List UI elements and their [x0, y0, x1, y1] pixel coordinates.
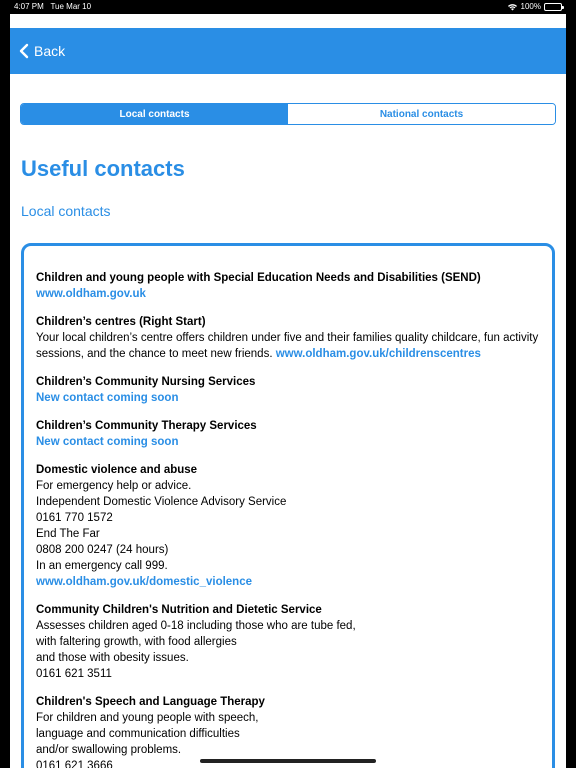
contact-link[interactable]: www.oldham.gov.uk	[36, 288, 146, 300]
contact-entry-send	[36, 270, 540, 302]
contact-link[interactable]: www.oldham.gov.uk/childrenscentres	[275, 348, 481, 360]
contact-line: Assesses children aged 0-18 including those who are tube fed,	[36, 620, 356, 632]
contact-entry-nutrition	[36, 602, 540, 682]
contact-title: Community Children's Nutrition and Dietetic Service	[36, 604, 322, 616]
contact-line: Independent Domestic Violence Advisory Service	[36, 496, 287, 508]
contacts-card	[21, 243, 555, 768]
contact-line: with faltering growth, with food allergies	[36, 636, 237, 648]
contact-line: For children and young people with speech,	[36, 712, 259, 724]
wifi-icon	[507, 3, 518, 11]
contact-title: Domestic violence and abuse	[36, 464, 198, 476]
contact-phone[interactable]: 0161 621 3511	[36, 668, 112, 680]
contact-entry-childrens-centres	[36, 314, 540, 362]
contact-line: and/or swallowing problems.	[36, 744, 182, 756]
contact-title: Children’s centres (Right Start)	[36, 316, 206, 328]
contact-title: Children’s Community Therapy Services	[36, 420, 257, 432]
contact-entry-domestic-violence	[36, 462, 540, 590]
contacts-segmented-control	[20, 103, 556, 125]
contact-line: language and communication difficulties	[36, 728, 240, 740]
contact-line: End The Far	[36, 528, 100, 540]
contact-line: For emergency help or advice.	[36, 480, 192, 492]
contact-entry-therapy	[36, 418, 540, 450]
battery-percent: 100%	[520, 2, 541, 11]
page-title: Useful contacts	[21, 156, 185, 181]
battery-icon	[544, 3, 562, 11]
back-button[interactable]	[18, 43, 65, 59]
contact-entry-nursing	[36, 374, 540, 406]
contact-line: In an emergency call 999.	[36, 560, 168, 572]
contact-title: Children and young people with Special Education Needs and Disabilities (SEND)	[36, 272, 481, 284]
contact-title: Children’s Community Nursing Services	[36, 376, 256, 388]
contact-link[interactable]: www.oldham.gov.uk/domestic_violence	[36, 576, 252, 588]
section-subtitle: Local contacts	[21, 203, 111, 219]
contact-title: Children's Speech and Language Therapy	[36, 696, 265, 708]
tab-national-contacts[interactable]: National contacts	[288, 104, 555, 124]
contact-link[interactable]: New contact coming soon	[36, 392, 179, 404]
chevron-left-icon	[18, 43, 30, 59]
status-bar	[0, 0, 576, 14]
contact-entry-speech-therapy	[36, 694, 540, 768]
home-indicator[interactable]	[200, 759, 376, 763]
tab-local-contacts[interactable]: Local contacts	[21, 104, 288, 124]
status-right	[507, 2, 562, 11]
status-time: 4:07 PM Tue Mar 10	[14, 2, 92, 11]
app-screen	[10, 14, 566, 768]
contact-phone[interactable]: 0808 200 0247 (24 hours)	[36, 544, 169, 556]
navigation-bar	[10, 28, 566, 74]
contact-phone[interactable]: 0161 770 1572	[36, 512, 113, 524]
contact-line: and those with obesity issues.	[36, 652, 189, 664]
back-label: Back	[34, 43, 66, 59]
contact-link[interactable]: New contact coming soon	[36, 436, 179, 448]
contact-phone[interactable]: 0161 621 3666	[36, 760, 113, 768]
contact-description: Your local children’s centre offers children under five and their families quality childcare, fun activity sessions, and the chance to meet new friends. www.oldham.gov.uk/childrenscentres	[36, 332, 539, 360]
